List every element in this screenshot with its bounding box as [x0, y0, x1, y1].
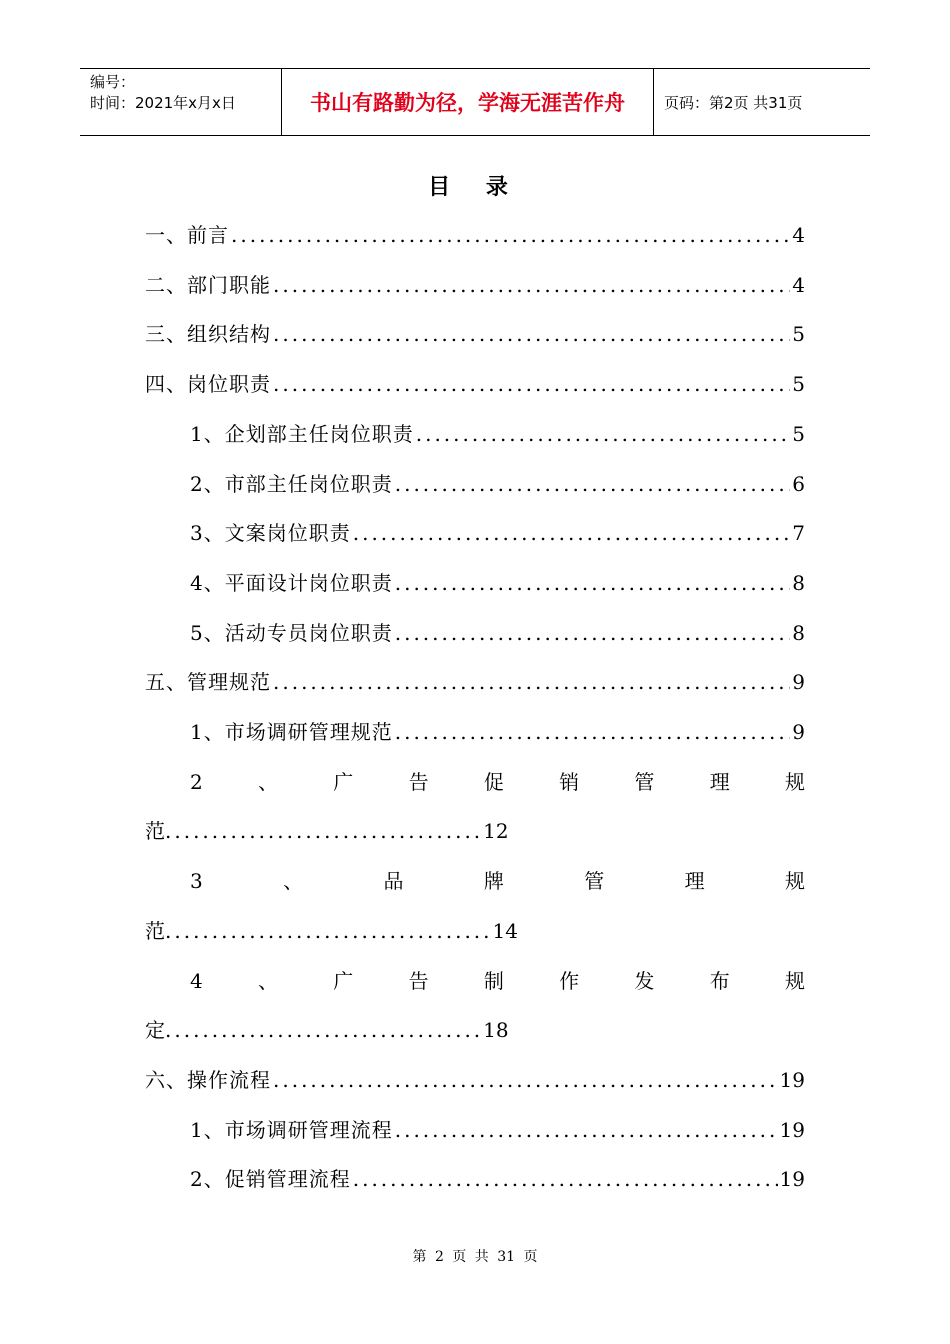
toc-entry-char: 、	[258, 769, 279, 794]
toc-entry-char: 布	[709, 968, 730, 993]
toc-entry-char: 制	[483, 968, 504, 993]
toc-entry[interactable]	[190, 713, 805, 747]
toc-entry-tail: 范	[145, 819, 165, 844]
toc-entry-label: 4、平面设计岗位职责	[190, 570, 393, 595]
toc-entry-char: 告	[408, 769, 429, 794]
header-meta	[80, 69, 282, 135]
toc-entry-page: 5	[792, 372, 805, 397]
toc-entry-continuation[interactable]	[145, 912, 518, 946]
toc-entry-char: 广	[333, 769, 354, 794]
page-footer: 第 2 页 共 31 页	[412, 1249, 538, 1265]
toc-entry[interactable]	[145, 266, 805, 300]
toc-entry[interactable]	[190, 1111, 805, 1145]
toc-entry-char: 规	[784, 769, 805, 794]
toc-entry-tail: 范	[145, 918, 165, 943]
toc-entry-page: 4	[792, 272, 805, 297]
time-label: 时间：2021年x月x日	[90, 94, 236, 112]
toc-leader-dots	[395, 717, 791, 747]
toc-entry-char: 促	[483, 769, 504, 794]
toc-entry-page: 9	[792, 720, 805, 744]
toc-leader-dots	[273, 270, 790, 300]
toc-entry-char: 理	[709, 769, 730, 794]
toc-entry-label: 2、市部主任岗位职责	[190, 471, 393, 496]
toc-entry-char: 理	[684, 869, 705, 894]
toc-entry[interactable]	[145, 1061, 805, 1095]
toc-entry-page: 12	[483, 819, 509, 844]
toc-entry-char: 2	[190, 769, 203, 794]
toc-leader-dots	[273, 319, 790, 349]
toc-entry-char: 告	[408, 968, 429, 993]
toc-entry-char: 管	[584, 869, 605, 894]
toc-leader-dots	[353, 1164, 778, 1194]
toc-entry-page: 14	[492, 918, 518, 943]
toc-entry-label: 2、促销管理流程	[190, 1167, 351, 1192]
toc-leader-dots	[416, 419, 791, 449]
toc-entry-page: 19	[779, 1117, 805, 1142]
header-page-info: 页码：第2页 共31页	[664, 93, 803, 112]
toc-entry-justified-line[interactable]	[190, 763, 805, 797]
toc-entry-char: 3	[190, 869, 203, 894]
toc-entry[interactable]	[190, 465, 805, 499]
toc-entry[interactable]	[190, 415, 805, 449]
toc-entry-page: 19	[779, 1167, 805, 1192]
toc-entry-char: 销	[559, 769, 580, 794]
toc-entry-label: 3、文案岗位职责	[190, 521, 351, 546]
toc-entry-page: 7	[792, 521, 805, 546]
toc-entry[interactable]	[190, 564, 805, 598]
toc-entry-page: 18	[483, 1018, 509, 1043]
toc-entry-continuation[interactable]	[145, 1011, 509, 1045]
toc-entry-label: 1、市场调研管理规范	[190, 720, 393, 744]
toc-entry-char: 发	[634, 968, 655, 993]
toc-entry-page: 19	[779, 1067, 805, 1092]
toc-leader-dots	[353, 518, 791, 548]
toc-title: 目 录	[428, 174, 522, 200]
toc-entry[interactable]	[145, 365, 805, 399]
toc-entry-char: 规	[784, 968, 805, 993]
toc-entry-page: 9	[792, 670, 805, 695]
toc-entry-page: 8	[792, 620, 805, 645]
toc-entry-label: 二、部门职能	[145, 272, 271, 297]
toc-leader-dots: ...................................	[165, 918, 493, 943]
toc-entry-label: 四、岗位职责	[145, 372, 271, 397]
toc-entry-char: 品	[383, 869, 404, 894]
toc-entry-label: 三、组织结构	[145, 322, 271, 347]
toc-leader-dots: ..................................	[165, 1018, 484, 1043]
toc-entry-page: 4	[792, 223, 805, 247]
toc-leader-dots	[231, 220, 790, 250]
toc-entry-label: 六、操作流程	[145, 1067, 271, 1092]
toc-leader-dots	[395, 469, 791, 499]
page-header	[80, 68, 870, 136]
toc-entry-page: 5	[792, 421, 805, 446]
toc-leader-dots	[395, 1115, 778, 1145]
toc-entry[interactable]	[190, 614, 805, 648]
toc-entry-label: 5、活动专员岗位职责	[190, 620, 393, 645]
toc-entry-char: 作	[559, 968, 580, 993]
toc-entry-label: 1、企划部主任岗位职责	[190, 421, 414, 446]
toc-entry-page: 8	[792, 570, 805, 595]
toc-entry-char: 、	[283, 869, 304, 894]
toc-entry[interactable]	[145, 216, 805, 250]
toc-entry-continuation[interactable]	[145, 812, 509, 846]
toc-leader-dots	[395, 618, 791, 648]
toc-entry-char: 管	[634, 769, 655, 794]
toc-entry[interactable]	[145, 663, 805, 697]
toc-entry-tail: 定	[145, 1018, 165, 1043]
toc-leader-dots	[273, 1065, 778, 1095]
toc-entry-page: 5	[792, 322, 805, 347]
toc-entry-char: 牌	[483, 869, 504, 894]
toc-entry-char: 4	[190, 968, 203, 993]
toc-entry-justified-line[interactable]	[190, 862, 805, 896]
toc-entry-label: 五、管理规范	[145, 670, 271, 695]
header-motto: 书山有路勤为径，学海无涯苦作舟	[282, 69, 654, 135]
toc-entry[interactable]	[190, 1160, 805, 1194]
toc-entry-char: 广	[333, 968, 354, 993]
toc-entry-label: 1、市场调研管理流程	[190, 1117, 393, 1142]
toc-leader-dots	[273, 667, 790, 697]
toc-entry-char: 规	[784, 869, 805, 894]
toc-entry-page: 6	[792, 471, 805, 496]
toc-leader-dots: ..................................	[165, 819, 484, 844]
toc-entry-label: 一、前言	[145, 223, 229, 247]
toc-entry[interactable]	[145, 315, 805, 349]
toc-entry-char: 、	[258, 968, 279, 993]
toc-leader-dots	[395, 568, 791, 598]
toc-leader-dots	[273, 369, 790, 399]
number-label: 编号：	[90, 73, 136, 91]
toc-entry-justified-line[interactable]	[190, 962, 805, 996]
toc-entry[interactable]	[190, 514, 805, 548]
